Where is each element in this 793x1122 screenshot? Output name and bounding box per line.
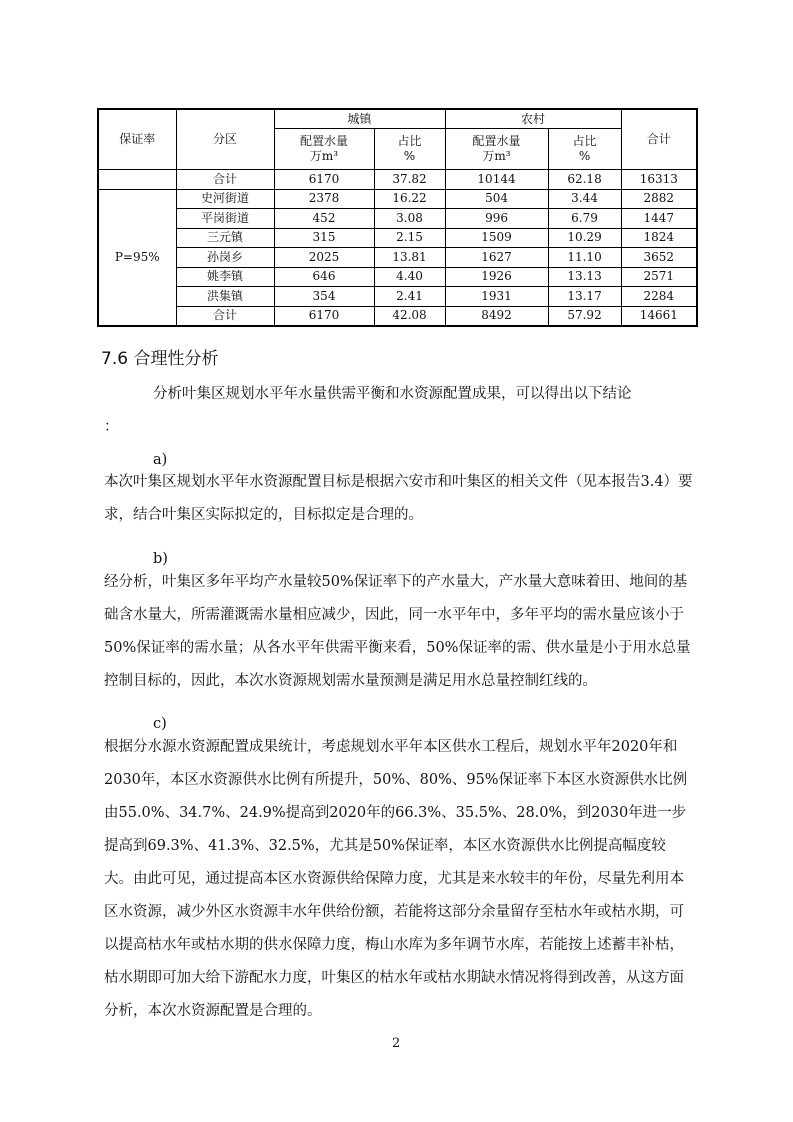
item-a-label: a) xyxy=(153,452,168,468)
table-cell xyxy=(98,170,176,190)
guarantee-rate-cell: P=95% xyxy=(98,189,176,326)
table-cell: 996 xyxy=(445,209,548,229)
table-cell: 1509 xyxy=(445,228,548,248)
ratio-label: 占比 xyxy=(397,134,422,148)
table-cell: 452 xyxy=(274,209,374,229)
table-cell: 2284 xyxy=(621,287,697,307)
table-cell: 6.79 xyxy=(548,209,621,229)
table-cell: 6170 xyxy=(274,306,374,326)
ratio-label: 占比 xyxy=(572,134,597,148)
item-a-paragraph: 本次叶集区规划水平年水资源配置目标是根据六安市和叶集区的相关文件（见本报告3.4）要求，结合叶集区实际拟定的，目标拟定是合理的。 xyxy=(104,474,693,523)
table-cell: 4.40 xyxy=(374,267,445,287)
table-cell: 合计 xyxy=(176,306,274,326)
header-town-group: 城镇 xyxy=(274,109,445,129)
header-rural-ratio xyxy=(548,129,621,170)
volume-unit: 万m³ xyxy=(482,149,511,163)
table-row xyxy=(98,189,697,209)
header-town-volume xyxy=(274,129,374,170)
table-row xyxy=(98,306,697,326)
table-cell: 42.08 xyxy=(374,306,445,326)
header-rural-group: 农村 xyxy=(445,109,621,129)
intro-paragraph: 分析叶集区规划水平年水量供需平衡和水资源配置成果，可以得出以下结论 xyxy=(153,386,632,402)
ratio-unit: % xyxy=(578,149,591,163)
table-cell: 三元镇 xyxy=(176,228,274,248)
table-row xyxy=(98,209,697,229)
page-number: 2 xyxy=(392,1036,401,1051)
table-cell: 史河街道 xyxy=(176,189,274,209)
table-cell: 2.15 xyxy=(374,228,445,248)
table-cell: 1824 xyxy=(621,228,697,248)
item-c-label: c) xyxy=(153,716,167,732)
table-cell: 洪集镇 xyxy=(176,287,274,307)
table-row xyxy=(98,228,697,248)
table-cell: 504 xyxy=(445,189,548,209)
table-cell: 2882 xyxy=(621,189,697,209)
table-cell: 14661 xyxy=(621,306,697,326)
volume-unit: 万m³ xyxy=(309,149,339,163)
table-row xyxy=(98,248,697,268)
item-b-paragraph: 经分析，叶集区多年平均产水量较50%保证率下的产水量大，产水量大意味着田、地间的基础含水量大，所需灌溉需水量相应减少，因此，同一水平年中，多年平均的需水量应该小于50%保证率的需水量；从各水平年供需平衡来看，50%保证率的需、供水量是小于用水总量控制目标的，因此，本次水资源规划需水量预测是满足用水总量控制红线的。 xyxy=(104,574,691,689)
item-c-paragraph: 根据分水源水资源配置成果统计，考虑规划水平年本区供水工程后，规划水平年2020年和2030年，本区水资源供水比例有所提升，50%、80%、95%保证率下本区水资源供水比例由55.0%、34.7%、24.9%提高到2020年的66.3%、35.5%、28.0%，到2030年进一步提高到69.3%、41.3%、32.5%，尤其是50%保证率，本区水资源供水比例提高幅度较大。由此可见，通过提高本区水资源供给保障力度，尤其是来水较丰的年份，尽量先利用本区水资源，减少外区水资源丰水年供给份额，若能将这部分余量留存至枯水年或枯水期，可以提高枯水年或枯水期的供水保障力度，梅山水库为多年调节水库，若能按上述蓄丰补枯，枯水期即可加大给下游配水力度，叶集区的枯水年或枯水期缺水情况将得到改善，从这方面分析，本次水资源配置是合理的。 xyxy=(104,739,688,1019)
table-cell: 10144 xyxy=(445,170,548,190)
table-cell: 37.82 xyxy=(374,170,445,190)
table-cell: 315 xyxy=(274,228,374,248)
table-cell: 姚李镇 xyxy=(176,267,274,287)
volume-label: 配置水量 xyxy=(472,134,521,148)
table-cell: 1627 xyxy=(445,248,548,268)
table-cell: 3.08 xyxy=(374,209,445,229)
table-cell: 2.41 xyxy=(374,287,445,307)
table-cell: 646 xyxy=(274,267,374,287)
item-b-label: b) xyxy=(153,551,168,567)
table-cell: 16313 xyxy=(621,170,697,190)
table-cell: 2378 xyxy=(274,189,374,209)
table-cell: 57.92 xyxy=(548,306,621,326)
ratio-unit: % xyxy=(403,149,416,163)
table-cell: 11.10 xyxy=(548,248,621,268)
allocation-table-container xyxy=(97,108,696,327)
table-row xyxy=(98,267,697,287)
table-cell: 16.22 xyxy=(374,189,445,209)
header-guarantee-rate: 保证率 xyxy=(98,109,176,170)
table-cell: 2571 xyxy=(621,267,697,287)
table-cell: 10.29 xyxy=(548,228,621,248)
header-town-ratio xyxy=(374,129,445,170)
table-cell: 3652 xyxy=(621,248,697,268)
allocation-table xyxy=(97,108,698,327)
table-cell: 62.18 xyxy=(548,170,621,190)
header-district: 分区 xyxy=(176,109,274,170)
table-cell: 1926 xyxy=(445,267,548,287)
header-rural-volume xyxy=(445,129,548,170)
header-total: 合计 xyxy=(621,109,697,170)
volume-label: 配置水量 xyxy=(299,134,348,148)
table-header-row xyxy=(98,109,697,129)
table-cell: 13.81 xyxy=(374,248,445,268)
table-row xyxy=(98,170,697,190)
table-cell: 合计 xyxy=(176,170,274,190)
table-row xyxy=(98,287,697,307)
intro-paragraph-end: ： xyxy=(104,419,119,435)
table-cell: 1447 xyxy=(621,209,697,229)
table-cell: 平岗街道 xyxy=(176,209,274,229)
table-cell: 354 xyxy=(274,287,374,307)
table-cell: 孙岗乡 xyxy=(176,248,274,268)
table-cell: 13.17 xyxy=(548,287,621,307)
section-title: 7.6 合理性分析 xyxy=(101,349,219,369)
table-cell: 6170 xyxy=(274,170,374,190)
table-cell: 1931 xyxy=(445,287,548,307)
table-cell: 3.44 xyxy=(548,189,621,209)
table-cell: 8492 xyxy=(445,306,548,326)
table-cell: 2025 xyxy=(274,248,374,268)
table-cell: 13.13 xyxy=(548,267,621,287)
